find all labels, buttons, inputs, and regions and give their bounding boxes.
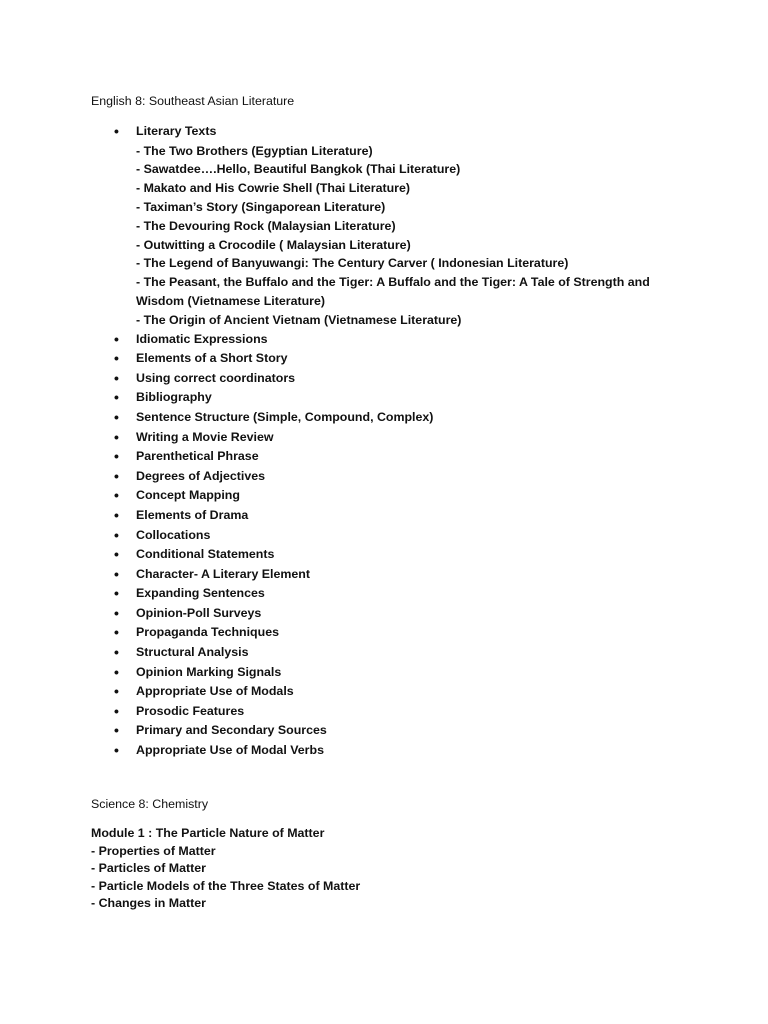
bullet-icon: •: [114, 526, 119, 543]
bullet-icon: •: [114, 742, 119, 759]
bullet-icon: •: [114, 546, 119, 563]
list-item: [0, 486, 768, 506]
topic-label: Conditional Statements: [136, 547, 275, 562]
topic-label: Appropriate Use of Modal Verbs: [136, 743, 324, 758]
literary-text-item: - The Two Brothers (Egyptian Literature): [136, 143, 373, 158]
list-item: [0, 545, 768, 565]
bullet-icon: •: [114, 722, 119, 739]
topic-label: Using correct coordinators: [136, 370, 296, 385]
list-item-literary-texts: [0, 122, 768, 330]
topic-label: Opinion-Poll Surveys: [136, 605, 262, 620]
list-item: [0, 721, 768, 741]
literary-texts-sublist: [136, 142, 768, 330]
literary-text-item: - The Peasant, the Buffalo and the Tiger: A Buffalo and the Tiger: A Tale of Strength and Wisdom (Vietnamese Literature): [136, 275, 650, 308]
bullet-icon: •: [114, 123, 119, 139]
topic-label: Expanding Sentences: [136, 586, 265, 601]
list-item: [0, 584, 768, 604]
list-item: [0, 702, 768, 722]
bullet-icon: •: [114, 389, 119, 406]
topic-label: Concept Mapping: [136, 488, 240, 503]
list-item: [0, 408, 768, 428]
topic-label: Idiomatic Expressions: [136, 331, 268, 346]
topic-label: Bibliography: [136, 390, 212, 405]
bullet-icon: •: [114, 448, 119, 465]
bullet-icon: •: [114, 369, 119, 386]
bullet-icon: •: [114, 585, 119, 602]
bullet-icon: •: [114, 604, 119, 621]
topic-label: Sentence Structure (Simple, Compound, Complex): [136, 409, 434, 424]
english-topic-list: [0, 122, 768, 761]
topic-label: Elements of Drama: [136, 507, 249, 522]
literary-text-item: - The Origin of Ancient Vietnam (Vietnamese Literature): [136, 312, 462, 327]
topic-label: Writing a Movie Review: [136, 429, 274, 444]
list-item: [0, 565, 768, 585]
list-item: [0, 447, 768, 467]
literary-text-item: - Outwitting a Crocodile ( Malaysian Literature): [136, 237, 411, 252]
literary-text-item: - Makato and His Cowrie Shell (Thai Literature): [136, 181, 411, 196]
bullet-icon: •: [114, 644, 119, 661]
bullet-icon: •: [114, 565, 119, 582]
science-module: [91, 825, 360, 913]
literary-text-item: - The Legend of Banyuwangi: The Century Carver ( Indonesian Literature): [136, 256, 569, 271]
list-item: [0, 604, 768, 624]
bullet-icon: •: [114, 702, 119, 719]
topic-label: Primary and Secondary Sources: [136, 723, 327, 738]
english-heading: English 8: Southeast Asian Literature: [91, 94, 295, 108]
topic-label: Opinion Marking Signals: [136, 664, 282, 679]
bullet-icon: •: [114, 467, 119, 484]
bullet-icon: •: [114, 487, 119, 504]
list-item: [0, 663, 768, 683]
list-item: [0, 623, 768, 643]
module-title: Module 1 : The Particle Nature of Matter: [91, 826, 325, 840]
list-item: [0, 741, 768, 761]
module-item: - Changes in Matter: [91, 896, 206, 911]
topic-label: Structural Analysis: [136, 645, 249, 660]
list-item: [0, 349, 768, 369]
topic-label: Propaganda Techniques: [136, 625, 279, 640]
bullet-icon: •: [114, 428, 119, 445]
list-item: [0, 643, 768, 663]
topic-label: Appropriate Use of Modals: [136, 684, 294, 699]
bullet-icon: •: [114, 330, 119, 347]
bullet-icon: •: [114, 350, 119, 367]
bullet-icon: •: [114, 408, 119, 425]
literary-texts-label: Literary Texts: [136, 124, 217, 138]
list-item: [0, 330, 768, 350]
list-item: [0, 467, 768, 487]
topic-label: Degrees of Adjectives: [136, 468, 266, 483]
topic-label: Parenthetical Phrase: [136, 449, 259, 464]
list-item: [0, 428, 768, 448]
list-item: [0, 506, 768, 526]
list-item: [0, 682, 768, 702]
bullet-icon: •: [114, 663, 119, 680]
literary-text-item: - The Devouring Rock (Malaysian Literature): [136, 218, 396, 233]
module-item: - Particles of Matter: [91, 861, 206, 876]
bullet-icon: •: [114, 683, 119, 700]
topic-label: Prosodic Features: [136, 703, 245, 718]
literary-text-item: - Sawatdee….Hello, Beautiful Bangkok (Thai Literature): [136, 162, 461, 177]
science-heading: Science 8: Chemistry: [91, 797, 209, 811]
module-item: - Particle Models of the Three States of Matter: [91, 878, 361, 893]
list-item: [0, 369, 768, 389]
bullet-icon: •: [114, 506, 119, 523]
literary-text-item: - Taximan’s Story (Singaporean Literature): [136, 199, 386, 214]
module-item: - Properties of Matter: [91, 843, 216, 858]
topic-label: Elements of a Short Story: [136, 351, 288, 366]
list-item: [0, 526, 768, 546]
topic-label: Character- A Literary Element: [136, 566, 310, 581]
bullet-icon: •: [114, 624, 119, 641]
list-item: [0, 388, 768, 408]
topic-label: Collocations: [136, 527, 211, 542]
